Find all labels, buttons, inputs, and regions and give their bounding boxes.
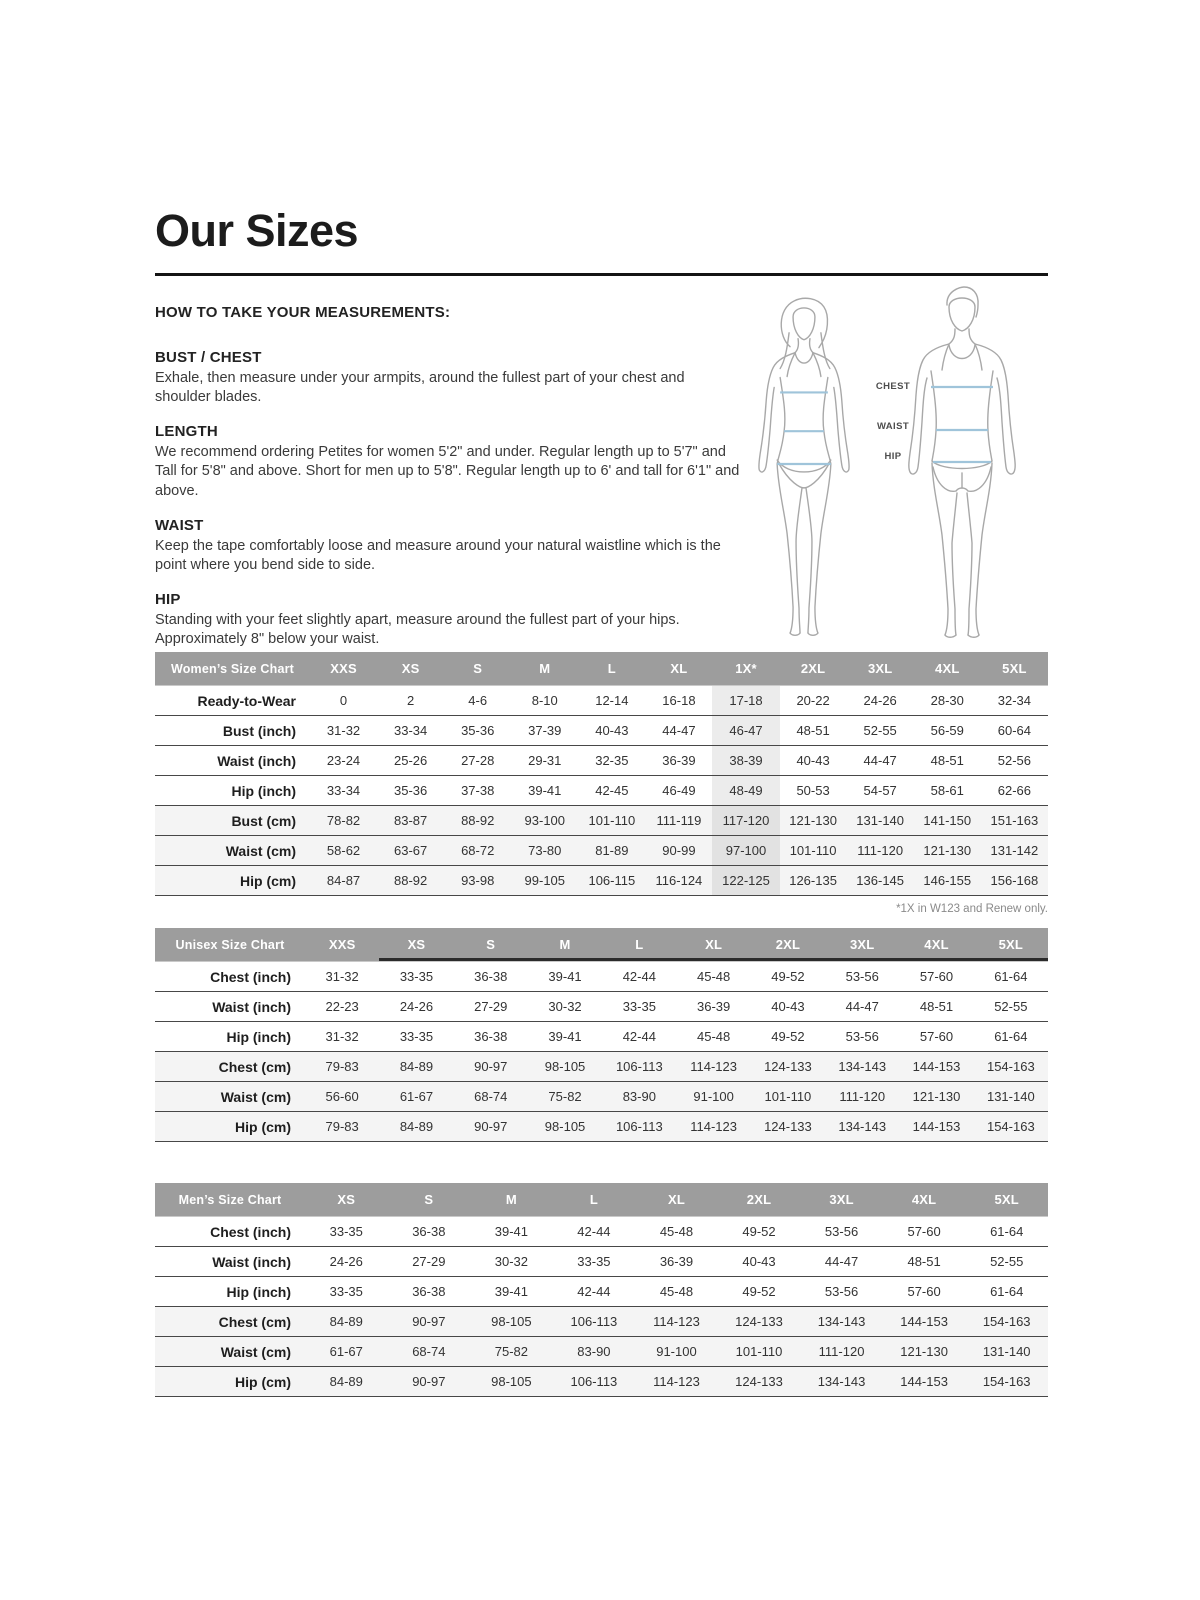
size-cell: 31-32 (326, 723, 361, 738)
size-column-header: L (578, 652, 645, 686)
size-cell: 90-97 (474, 1119, 508, 1134)
size-column-header: XXS (305, 928, 379, 962)
table-row (155, 1277, 1048, 1307)
size-cell: 33-34 (393, 723, 428, 738)
size-cell: 33-35 (399, 1029, 434, 1044)
unisex-size-chart (155, 928, 1048, 1142)
size-cell: 40-43 (595, 723, 629, 738)
size-cell: 98-105 (544, 1119, 586, 1134)
size-column-header: S (454, 928, 528, 962)
size-cell: 39-41 (548, 969, 582, 984)
size-column-header: XS (377, 652, 444, 686)
womens-size-chart-title: Women’s Size Chart (155, 652, 310, 686)
size-cell: 36-39 (662, 753, 696, 768)
size-cell: 131-140 (982, 1344, 1031, 1359)
size-cell: 99-105 (524, 873, 566, 888)
size-cell: 90-97 (474, 1059, 508, 1074)
row-label: Waist (cm) (220, 1088, 291, 1105)
size-cell: 36-38 (474, 1029, 508, 1044)
size-cell: 154-163 (982, 1314, 1031, 1329)
section-length-body: We recommend ordering Petites for women 5'2" and under. Regular length up to 5'7" and Tall for 5'8" and above. Short for men up to 5'8". Regular length up to 6' and tall for 6'1" and above. (155, 444, 740, 499)
size-cell: 124-133 (764, 1059, 812, 1074)
table-row (155, 992, 1048, 1022)
size-cell: 136-145 (856, 873, 905, 888)
size-cell: 54-57 (863, 783, 897, 798)
size-cell: 36-39 (659, 1254, 694, 1269)
size-cell: 61-64 (994, 1029, 1028, 1044)
size-cell: 84-89 (399, 1059, 434, 1074)
size-cell: 42-44 (622, 1029, 656, 1044)
row-label: Hip (inch) (231, 782, 296, 799)
size-cell: 90-97 (412, 1374, 446, 1389)
size-cell: 106-113 (615, 1119, 663, 1134)
size-cell: 124-133 (735, 1374, 783, 1389)
size-cell: 45-48 (659, 1224, 694, 1239)
size-column-header: 3XL (800, 1183, 883, 1217)
size-cell: 36-38 (474, 969, 508, 984)
size-cell: 61-64 (990, 1284, 1024, 1299)
size-cell: 90-97 (412, 1314, 446, 1329)
size-cell: 35-36 (461, 723, 495, 738)
woman-figure-illustration (743, 293, 865, 641)
size-cell: 144-153 (900, 1314, 948, 1329)
table-row (155, 746, 1048, 776)
size-cell: 53-56 (824, 1224, 859, 1239)
size-cell: 36-38 (412, 1284, 446, 1299)
size-cell: 61-64 (990, 1224, 1024, 1239)
section-bust-chest-body: Exhale, then measure under your armpits, around the fullest part of your chest and shoulder blades. (155, 370, 685, 406)
size-cell: 68-72 (461, 843, 495, 858)
size-column-header: M (528, 928, 602, 962)
size-cell: 141-150 (923, 813, 972, 828)
size-cell: 83-90 (577, 1344, 611, 1359)
size-cell: 154-163 (982, 1374, 1031, 1389)
size-cell: 57-60 (907, 1284, 941, 1299)
size-cell: 57-60 (919, 1029, 954, 1044)
size-cell: 33-35 (577, 1254, 611, 1269)
size-cell: 32-34 (997, 693, 1032, 708)
size-cell: 40-43 (771, 999, 805, 1014)
size-cell: 49-52 (771, 969, 805, 984)
size-cell: 4-6 (468, 693, 488, 708)
size-column-header: XS (305, 1183, 388, 1217)
size-column-header: 5XL (981, 652, 1048, 686)
row-label: Waist (inch) (212, 998, 291, 1015)
row-label: Hip (inch) (226, 1028, 291, 1045)
size-cell: 106-113 (570, 1314, 618, 1329)
size-cell: 84-89 (329, 1374, 363, 1389)
size-cell: 61-64 (994, 969, 1028, 984)
size-cell: 22-23 (325, 999, 359, 1014)
size-column-header: M (470, 1183, 553, 1217)
size-cell: 121-130 (923, 843, 972, 858)
size-cell: 0 (339, 693, 348, 708)
size-cell: 83-90 (622, 1089, 656, 1104)
size-cell: 146-155 (923, 873, 972, 888)
size-cell: 116-124 (655, 873, 703, 888)
size-cell: 40-43 (742, 1254, 776, 1269)
size-cell: 33-34 (326, 783, 361, 798)
size-cell: 42-44 (622, 969, 656, 984)
size-cell: 33-35 (399, 969, 434, 984)
size-column-header: 5XL (965, 1183, 1048, 1217)
size-cell: 68-74 (412, 1344, 446, 1359)
size-cell: 20-22 (796, 693, 830, 708)
size-column-header: XL (645, 652, 712, 686)
size-cell: 32-35 (595, 753, 629, 768)
size-cell: 29-31 (528, 753, 562, 768)
size-cell: 42-44 (577, 1224, 611, 1239)
size-cell: 60-64 (997, 723, 1032, 738)
size-cell: 106-113 (570, 1374, 618, 1389)
size-cell: 36-38 (412, 1224, 446, 1239)
section-waist (155, 517, 740, 575)
size-cell: 48-51 (930, 753, 964, 768)
size-cell: 61-67 (329, 1344, 363, 1359)
size-cell: 49-52 (742, 1224, 776, 1239)
size-cell: 75-82 (494, 1344, 528, 1359)
size-cell: 106-113 (615, 1059, 663, 1074)
size-cell: 39-41 (494, 1224, 528, 1239)
section-hip-body: Standing with your feet slightly apart, measure around the fullest part of your hips. Approximately 8" below your waist. (155, 611, 680, 647)
size-cell: 44-47 (863, 753, 897, 768)
size-cell: 122-125 (712, 866, 779, 896)
section-bust-chest-title: BUST / CHEST (155, 349, 262, 366)
table-row (155, 1082, 1048, 1112)
size-cell: 49-52 (771, 1029, 805, 1044)
size-cell: 56-59 (930, 723, 964, 738)
size-cell: 134-143 (838, 1119, 887, 1134)
size-cell: 106-115 (588, 873, 636, 888)
table-footnote: *1X in W123 and Renew only. (896, 903, 1048, 915)
size-cell: 121-130 (912, 1089, 961, 1104)
size-cell: 56-60 (325, 1089, 359, 1104)
size-cell: 48-51 (796, 723, 830, 738)
size-column-header: 3XL (847, 652, 914, 686)
size-cell: 144-153 (900, 1374, 948, 1389)
size-cell: 58-61 (930, 783, 964, 798)
row-label: Chest (inch) (210, 968, 291, 985)
size-cell: 63-67 (393, 843, 428, 858)
size-cell: 37-39 (528, 723, 562, 738)
size-column-header: M (511, 652, 578, 686)
row-label: Waist (inch) (212, 1253, 291, 1270)
size-cell: 121-130 (789, 813, 837, 828)
size-cell: 156-168 (990, 873, 1039, 888)
size-cell: 117-120 (712, 806, 779, 836)
table-row (155, 836, 1048, 866)
row-label: Hip (inch) (226, 1283, 291, 1300)
size-cell: 44-47 (662, 723, 696, 738)
row-label: Chest (inch) (210, 1223, 291, 1240)
size-column-header: 2XL (780, 652, 847, 686)
size-column-header: 4XL (914, 652, 981, 686)
size-cell: 62-66 (997, 783, 1032, 798)
size-column-header: 5XL (974, 928, 1048, 962)
size-cell: 131-140 (856, 813, 905, 828)
size-cell: 61-67 (399, 1089, 434, 1104)
size-cell: 124-133 (764, 1119, 812, 1134)
size-column-header: XL (676, 928, 750, 962)
size-cell: 17-18 (712, 686, 779, 716)
size-cell: 33-35 (329, 1224, 363, 1239)
table-row (155, 776, 1048, 806)
table-row (155, 806, 1048, 836)
row-label: Hip (cm) (235, 1118, 291, 1135)
section-length-title: LENGTH (155, 423, 218, 441)
row-label: Hip (cm) (235, 1373, 291, 1390)
womens-size-chart (155, 652, 1048, 896)
chest-label: CHEST (875, 381, 911, 392)
size-cell: 46-47 (712, 716, 779, 746)
size-column-header: L (602, 928, 676, 962)
size-cell: 48-49 (712, 776, 779, 806)
size-cell: 114-123 (653, 1374, 700, 1389)
size-cell: 46-49 (662, 783, 696, 798)
size-cell: 154-163 (986, 1059, 1035, 1074)
size-cell: 98-105 (491, 1374, 532, 1389)
size-column-header: 3XL (825, 928, 899, 962)
size-cell: 31-32 (325, 969, 359, 984)
size-cell: 23-24 (326, 753, 361, 768)
size-column-header: 4XL (883, 1183, 966, 1217)
table-row (155, 1112, 1048, 1142)
table-row (155, 1307, 1048, 1337)
size-cell: 45-48 (697, 969, 731, 984)
table-row (155, 866, 1048, 896)
section-length (155, 423, 740, 500)
size-cell: 24-26 (399, 999, 434, 1014)
size-cell: 131-142 (990, 843, 1039, 858)
size-cell: 91-100 (693, 1089, 734, 1104)
size-cell: 68-74 (474, 1089, 508, 1104)
size-cell: 48-51 (907, 1254, 941, 1269)
size-cell: 35-36 (393, 783, 428, 798)
size-column-header: 2XL (751, 928, 825, 962)
row-label: Waist (inch) (217, 752, 296, 769)
size-cell: 88-92 (461, 813, 495, 828)
size-cell: 79-83 (325, 1119, 359, 1134)
mens-size-chart (155, 1183, 1048, 1397)
size-cell: 53-56 (845, 969, 879, 984)
size-cell: 83-87 (393, 813, 428, 828)
size-cell: 53-56 (845, 1029, 879, 1044)
size-cell: 44-47 (824, 1254, 859, 1269)
size-column-header: 4XL (899, 928, 973, 962)
hip-label: HIP (884, 451, 902, 462)
size-cell: 151-163 (990, 813, 1039, 828)
size-cell: 12-14 (595, 693, 629, 708)
size-cell: 134-143 (838, 1059, 887, 1074)
size-cell: 30-32 (494, 1254, 528, 1269)
size-cell: 101-110 (789, 843, 837, 858)
size-cell: 30-32 (548, 999, 582, 1014)
size-cell: 37-38 (461, 783, 495, 798)
size-cell: 38-39 (712, 746, 779, 776)
size-cell: 53-56 (824, 1284, 859, 1299)
size-cell: 131-140 (986, 1089, 1035, 1104)
size-cell: 134-143 (817, 1374, 866, 1389)
size-cell: 52-55 (994, 999, 1028, 1014)
size-cell: 101-110 (764, 1089, 812, 1104)
size-cell: 79-83 (325, 1059, 359, 1074)
size-cell: 58-62 (326, 843, 361, 858)
size-cell: 28-30 (930, 693, 964, 708)
table-row (155, 686, 1048, 716)
size-cell: 98-105 (544, 1059, 586, 1074)
size-column-header: XL (635, 1183, 718, 1217)
size-cell: 93-98 (461, 873, 495, 888)
mens-size-chart-title: Men’s Size Chart (155, 1183, 305, 1217)
measurements-heading: HOW TO TAKE YOUR MEASUREMENTS: (155, 304, 451, 321)
size-cell: 84-87 (326, 873, 361, 888)
size-cell: 111-119 (656, 813, 702, 828)
size-cell: 134-143 (817, 1314, 866, 1329)
table-row (155, 1022, 1048, 1052)
measurement-instructions (155, 349, 740, 665)
size-cell: 84-89 (399, 1119, 434, 1134)
size-cell: 39-41 (528, 783, 562, 798)
table-row (155, 716, 1048, 746)
size-cell: 27-28 (461, 753, 495, 768)
size-cell: 45-48 (659, 1284, 694, 1299)
mens-size-chart-block (155, 1183, 1048, 1397)
section-waist-title: WAIST (155, 516, 204, 534)
size-cell: 124-133 (735, 1314, 783, 1329)
size-cell: 154-163 (986, 1119, 1035, 1134)
row-label: Waist (cm) (225, 842, 296, 859)
section-bust-chest (155, 349, 740, 407)
table-row (155, 1052, 1048, 1082)
size-cell: 49-52 (742, 1284, 776, 1299)
table-row (155, 1367, 1048, 1397)
table-row (155, 1217, 1048, 1247)
size-cell: 90-99 (662, 843, 696, 858)
size-cell: 24-26 (329, 1254, 363, 1269)
section-hip (155, 591, 740, 649)
size-cell: 111-120 (857, 843, 904, 858)
row-label: Bust (inch) (222, 722, 296, 739)
size-cell: 25-26 (393, 753, 428, 768)
size-cell: 91-100 (656, 1344, 697, 1359)
size-cell: 57-60 (907, 1224, 941, 1239)
size-cell: 16-18 (662, 693, 696, 708)
size-cell: 33-35 (622, 999, 656, 1014)
size-cell: 114-123 (690, 1119, 737, 1134)
size-cell: 33-35 (329, 1284, 363, 1299)
size-cell: 44-47 (845, 999, 879, 1014)
section-hip-title: HIP (155, 590, 181, 608)
row-label: Chest (cm) (218, 1058, 291, 1075)
size-cell: 24-26 (863, 693, 897, 708)
row-label: Bust (cm) (231, 812, 296, 829)
waist-label: WAIST (876, 421, 910, 432)
size-cell: 8-10 (531, 693, 558, 708)
size-column-header: L (553, 1183, 636, 1217)
size-cell: 36-39 (697, 999, 731, 1014)
size-column-header: XS (379, 928, 453, 962)
measurement-figures (743, 283, 1049, 649)
size-cell: 111-120 (839, 1089, 886, 1104)
size-cell: 98-105 (491, 1314, 532, 1329)
size-cell: 50-53 (796, 783, 830, 798)
page-title: Our Sizes (155, 205, 359, 256)
size-cell: 48-51 (919, 999, 954, 1014)
size-column-header: 1X* (712, 652, 779, 686)
table-row (155, 962, 1048, 992)
size-column-header: XXS (310, 652, 377, 686)
size-cell: 97-100 (712, 836, 779, 866)
size-cell: 144-153 (912, 1059, 961, 1074)
size-column-header: S (444, 652, 511, 686)
size-cell: 126-135 (789, 873, 837, 888)
size-cell: 39-41 (548, 1029, 582, 1044)
size-cell: 57-60 (919, 969, 954, 984)
size-cell: 27-29 (412, 1254, 446, 1269)
size-cell: 40-43 (796, 753, 830, 768)
size-cell: 42-45 (595, 783, 629, 798)
table-row (155, 1247, 1048, 1277)
size-cell: 88-92 (393, 873, 428, 888)
size-cell: 52-55 (990, 1254, 1024, 1269)
row-label: Hip (cm) (240, 872, 296, 889)
title-divider (155, 273, 1048, 276)
size-cell: 78-82 (326, 813, 361, 828)
size-column-header: S (388, 1183, 471, 1217)
size-cell: 27-29 (474, 999, 508, 1014)
size-cell: 2 (407, 693, 415, 708)
size-cell: 31-32 (325, 1029, 359, 1044)
size-cell: 111-120 (818, 1344, 865, 1359)
size-cell: 52-56 (997, 753, 1032, 768)
size-cell: 39-41 (494, 1284, 528, 1299)
size-cell: 101-110 (735, 1344, 783, 1359)
size-cell: 75-82 (548, 1089, 582, 1104)
row-label: Waist (cm) (220, 1343, 291, 1360)
size-cell: 114-123 (690, 1059, 737, 1074)
size-cell: 52-55 (863, 723, 897, 738)
size-cell: 45-48 (697, 1029, 731, 1044)
size-cell: 114-123 (653, 1314, 700, 1329)
size-cell: 84-89 (329, 1314, 363, 1329)
row-label: Chest (cm) (218, 1313, 291, 1330)
man-figure-illustration (897, 283, 1027, 643)
unisex-size-chart-title: Unisex Size Chart (155, 928, 305, 962)
size-cell: 81-89 (595, 843, 629, 858)
size-cell: 101-110 (588, 813, 636, 828)
unisex-size-chart-block (155, 928, 1048, 1142)
table-row (155, 1337, 1048, 1367)
size-cell: 93-100 (524, 813, 566, 828)
size-cell: 73-80 (528, 843, 562, 858)
section-waist-body: Keep the tape comfortably loose and measure around your natural waistline which is the point where you bend side to side. (155, 537, 721, 573)
size-cell: 121-130 (900, 1344, 948, 1359)
row-label: Ready-to-Wear (197, 692, 296, 709)
size-column-header: 2XL (718, 1183, 801, 1217)
size-cell: 42-44 (577, 1284, 611, 1299)
womens-size-chart-block (155, 652, 1048, 915)
size-cell: 144-153 (912, 1119, 961, 1134)
